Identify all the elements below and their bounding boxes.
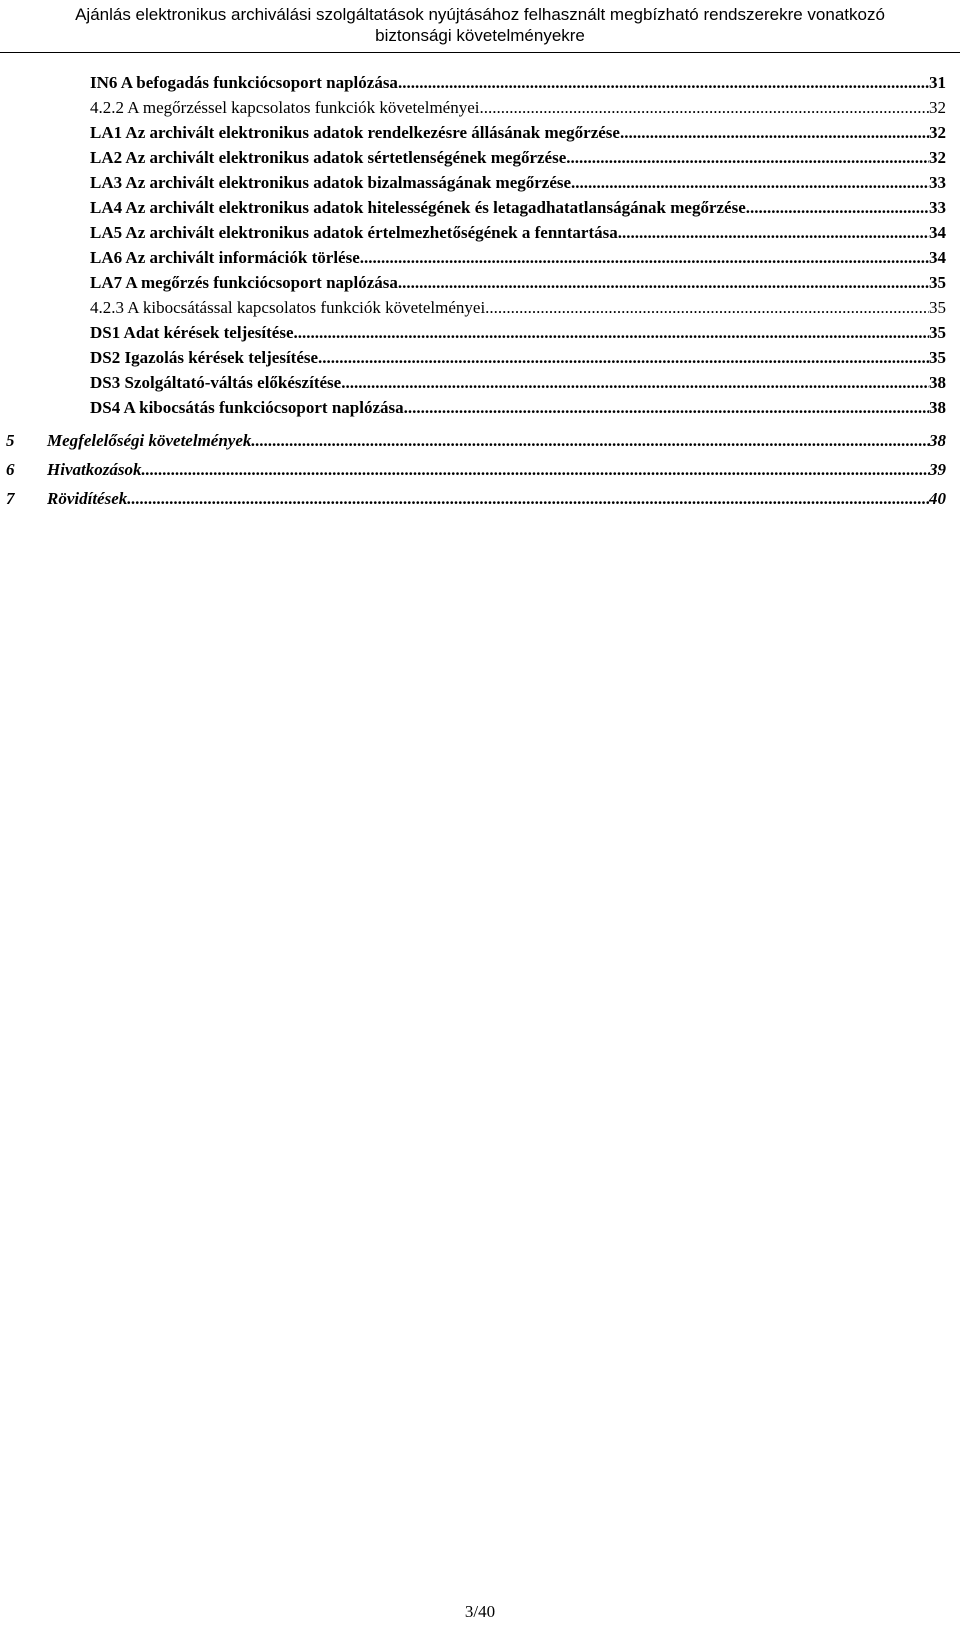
toc-entry-title: LA3 Az archivált elektronikus adatok bizalmasságának megőrzése xyxy=(90,173,572,192)
toc-dot-leader xyxy=(294,323,930,343)
toc-dot-leader xyxy=(318,348,929,368)
toc-entry[interactable] xyxy=(0,298,960,323)
toc-entry-title: DS1 Adat kérések teljesítése xyxy=(90,323,294,342)
toc-chapter-entry[interactable] xyxy=(0,431,960,460)
toc-dot-leader xyxy=(618,223,929,243)
toc-entry-page: 35 xyxy=(929,273,946,292)
toc-entry[interactable] xyxy=(0,73,960,98)
toc-entry-page: 31 xyxy=(929,73,946,92)
toc-dot-leader xyxy=(620,123,929,143)
toc-entry-title: LA1 Az archivált elektronikus adatok rendelkezésre állásának megőrzése xyxy=(90,123,620,142)
toc-entry-title: 4.2.2 A megőrzéssel kapcsolatos funkciók követelményei xyxy=(90,98,480,117)
toc-entry[interactable] xyxy=(0,348,960,373)
toc-entry[interactable] xyxy=(0,398,960,423)
toc-entry-title: LA6 Az archivált információk törlése xyxy=(90,248,360,267)
toc-dot-leader xyxy=(251,431,929,451)
toc-entry-title: DS4 A kibocsátás funkciócsoport naplózása xyxy=(90,398,404,417)
toc-entry[interactable] xyxy=(0,373,960,398)
toc-entry[interactable] xyxy=(0,223,960,248)
toc-entry[interactable] xyxy=(0,148,960,173)
toc-entry-page: 38 xyxy=(929,431,946,450)
header-divider xyxy=(0,52,960,53)
toc-dot-leader xyxy=(127,489,929,509)
toc-entry-title: 4.2.3 A kibocsátással kapcsolatos funkciók követelményei xyxy=(90,298,486,317)
toc-entry-title: LA5 Az archivált elektronikus adatok értelmezhetőségének a fenntartása xyxy=(90,223,618,242)
toc-entry-title: LA4 Az archivált elektronikus adatok hitelességének és letagadhatatlanságának megőrzése xyxy=(90,198,746,217)
toc-entry[interactable] xyxy=(0,248,960,273)
toc-entry-page: 33 xyxy=(929,173,946,192)
toc-entry[interactable] xyxy=(0,123,960,148)
toc-dot-leader xyxy=(485,298,929,318)
toc-entry-title: LA7 A megőrzés funkciócsoport naplózása xyxy=(90,273,398,292)
toc-entry-title: IN6 A befogadás funkciócsoport naplózása xyxy=(90,73,398,92)
table-of-contents xyxy=(0,73,960,518)
toc-dot-leader xyxy=(360,248,929,268)
toc-entry[interactable] xyxy=(0,98,960,123)
toc-chapter-number: 7 xyxy=(6,489,15,508)
toc-entry-page: 38 xyxy=(929,398,946,417)
toc-entry-title: DS2 Igazolás kérések teljesítése xyxy=(90,348,319,367)
toc-entry-title: Rövidítések xyxy=(47,489,128,508)
toc-entry-page: 39 xyxy=(929,460,946,479)
toc-dot-leader xyxy=(398,273,929,293)
toc-entry-page: 32 xyxy=(929,123,946,142)
toc-entry[interactable] xyxy=(0,323,960,348)
toc-dot-leader xyxy=(566,148,929,168)
toc-chapter-number: 5 xyxy=(6,431,15,450)
header-title-line-2: biztonsági követelményekre xyxy=(375,26,585,45)
toc-entry-title: DS3 Szolgáltató-váltás előkészítése xyxy=(90,373,342,392)
toc-entry-page: 38 xyxy=(929,373,946,392)
page-header xyxy=(0,4,960,46)
toc-entry-title: Megfelelőségi követelmények xyxy=(47,431,252,450)
toc-entry-page: 35 xyxy=(929,348,946,367)
toc-dot-leader xyxy=(341,373,929,393)
toc-dot-leader xyxy=(746,198,929,218)
toc-dot-leader xyxy=(141,460,929,480)
page-number: 3/40 xyxy=(464,1602,496,1621)
toc-entry[interactable] xyxy=(0,198,960,223)
header-title-line-1: Ajánlás elektronikus archiválási szolgáltatások nyújtásához felhasznált megbízható rendszerekre vonatkozó xyxy=(75,5,885,24)
toc-entry-page: 35 xyxy=(929,323,946,342)
toc-dot-leader xyxy=(398,73,929,93)
toc-entry-page: 34 xyxy=(929,223,946,242)
toc-dot-leader xyxy=(571,173,929,193)
toc-entry[interactable] xyxy=(0,173,960,198)
toc-entry-page: 40 xyxy=(929,489,946,508)
toc-entry-page: 32 xyxy=(929,98,946,117)
toc-dot-leader xyxy=(404,398,929,418)
toc-entry-page: 34 xyxy=(929,248,946,267)
toc-chapter-number: 6 xyxy=(6,460,15,479)
toc-entry-page: 32 xyxy=(929,148,946,167)
toc-entry-page: 33 xyxy=(929,198,946,217)
toc-entry-page: 35 xyxy=(929,298,946,317)
toc-dot-leader xyxy=(480,98,930,118)
toc-chapter-entry[interactable] xyxy=(0,460,960,489)
toc-entry[interactable] xyxy=(0,273,960,298)
toc-entry-title: Hivatkozások xyxy=(47,460,142,479)
toc-entry-title: LA2 Az archivált elektronikus adatok sértetlenségének megőrzése xyxy=(90,148,567,167)
toc-chapter-entry[interactable] xyxy=(0,489,960,518)
